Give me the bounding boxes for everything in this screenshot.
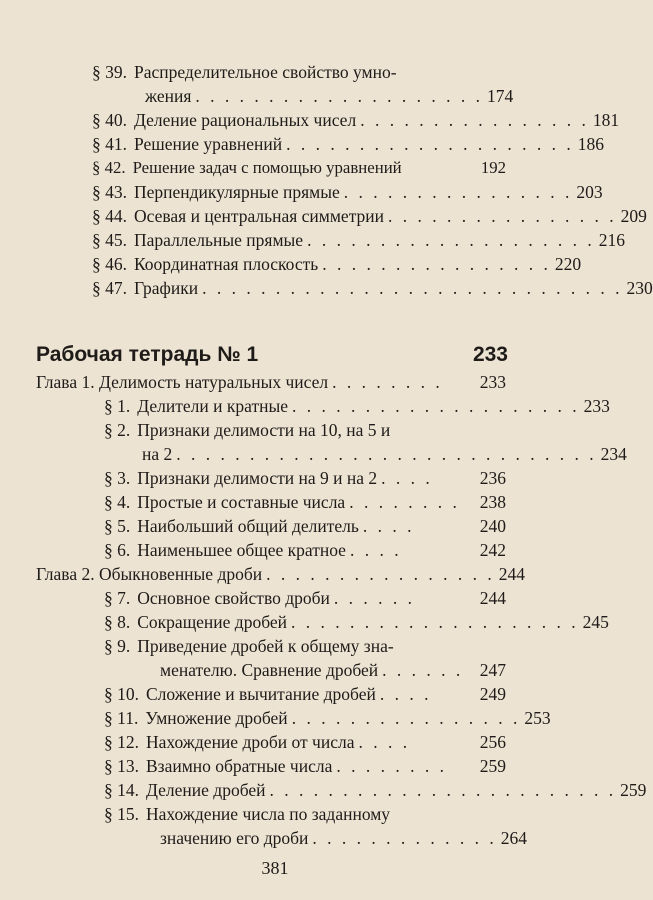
section-title: Сокращение дробей	[137, 612, 288, 632]
toc-entry-10	[104, 682, 506, 706]
section-number: § 41.	[92, 134, 127, 154]
section-title: Графики	[134, 278, 199, 298]
toc-entry-47	[92, 276, 653, 300]
page-number: 245	[582, 612, 609, 632]
leader-dots: . . . .	[349, 540, 402, 560]
toc-entry-4	[104, 490, 506, 514]
page-number: 249	[479, 684, 506, 704]
section-title: Нахождение числа по заданному	[146, 804, 391, 824]
section-number: § 1.	[104, 396, 131, 416]
toc-entry-5	[104, 514, 506, 538]
leader-dots: . . . . . . . .	[336, 756, 447, 776]
section-number: § 14.	[104, 780, 139, 800]
section-number: § 3.	[104, 468, 131, 488]
section-title: Делители и кратные	[137, 396, 288, 416]
toc-entry-12	[104, 730, 506, 754]
leader-dots: . . . . . . . . . . . . . . . . . . . .	[195, 86, 484, 106]
toc-entry-7	[104, 586, 506, 610]
toc-entry-1	[104, 394, 610, 418]
section-title-cont: менателю. Сравнение дробей	[160, 660, 379, 680]
leader-dots: . . . . . . . . . . . . . . . . . . . . . . . . . . . . .	[176, 444, 597, 464]
workbook-page: 233	[472, 343, 508, 366]
leader-dots: . . . . . . . . . . . . . . . . . . . .	[286, 134, 574, 154]
leader-dots: . . . . . . . . . . . . . . . .	[322, 254, 551, 274]
leader-dots: . . . . . . . . . . . . . . . .	[266, 564, 495, 584]
section-number: § 9.	[104, 636, 131, 656]
section-number: § 39.	[92, 62, 127, 82]
section-title: Решение задач с помощью уравнений	[132, 158, 402, 177]
leader-dots: . . . . . . . . . . . . . . . . . . . .	[307, 230, 595, 250]
page-number: 216	[598, 230, 625, 250]
section-number: § 44.	[92, 206, 127, 226]
section-title: Признаки делимости на 10, на 5 и	[137, 420, 391, 440]
page-number: 240	[479, 516, 506, 536]
toc-entry-8	[104, 610, 609, 634]
toc-entry-41	[92, 132, 605, 156]
page-number: 236	[479, 468, 506, 488]
section-title: Деление рациональных чисел	[134, 110, 357, 130]
page-number: 192	[480, 158, 506, 177]
section-number: § 43.	[92, 182, 127, 202]
section-title-cont: на 2	[142, 444, 173, 464]
toc-entry-15-cont	[160, 826, 528, 850]
leader-dots: . . . . . . . . . . . . .	[312, 828, 497, 848]
page-number: 238	[479, 492, 506, 512]
toc-entry-15	[104, 802, 506, 826]
workbook-heading	[36, 340, 508, 370]
section-title-cont: значению его дроби	[160, 828, 309, 848]
section-number: § 5.	[104, 516, 131, 536]
toc-entry-2	[104, 418, 506, 442]
page-number: 264	[500, 828, 528, 848]
section-title: Основное свойство дроби	[137, 588, 330, 608]
leader-dots: . . . . . . . . . . . . . . . . . . . .	[292, 396, 580, 416]
toc-entry-45	[92, 228, 625, 252]
section-title: Наименьшее общее кратное	[137, 540, 346, 560]
toc-entry-13	[104, 754, 506, 778]
page-number: 244	[479, 588, 506, 608]
page-number: 186	[577, 134, 605, 154]
section-title-cont: жения	[145, 86, 192, 106]
page-folio: 381	[261, 858, 289, 878]
page-number: 230	[626, 278, 653, 298]
section-title: Взаимно обратные числа	[146, 756, 333, 776]
section-number: § 12.	[104, 732, 139, 752]
leader-dots: . . . . . . . .	[349, 492, 460, 512]
section-title: Умножение дробей	[145, 708, 288, 728]
page-number: 203	[576, 182, 603, 202]
section-title: Осевая и центральная симметрии	[134, 206, 385, 226]
toc-entry-46	[92, 252, 582, 276]
leader-dots: . . . . . . . . . . . . . . . .	[343, 182, 573, 202]
leader-dots: . . . . . . . . . . . . . . . .	[360, 110, 589, 130]
toc-entry-11	[104, 706, 551, 730]
leader-dots: . . . . . . . . . . . . . . . . . . . . . . . . . . . . .	[202, 278, 623, 298]
leader-dots: . . . . . . . . . . . . . . . . . . . . . . . .	[269, 780, 617, 800]
section-title: Простые и составные числа	[137, 492, 346, 512]
page-number: 220	[554, 254, 582, 274]
page-number: 253	[524, 708, 551, 728]
page-number: 234	[600, 444, 627, 464]
page-number: 247	[479, 660, 506, 680]
leader-dots: . . . .	[362, 516, 415, 536]
toc-entry-44	[92, 204, 647, 228]
section-number: § 13.	[104, 756, 139, 776]
chapter-2-entry	[36, 562, 525, 586]
chapter-title: Глава 2. Обыкновенные дроби	[36, 564, 263, 584]
toc-entry-9-cont	[160, 658, 506, 682]
section-title: Перпендикулярные прямые	[134, 182, 340, 202]
toc-entry-14	[104, 778, 647, 802]
toc-entry-3	[104, 466, 506, 490]
page-number: 244	[498, 564, 525, 584]
section-number: § 4.	[104, 492, 131, 512]
section-title: Параллельные прямые	[134, 230, 304, 250]
page-number: 256	[479, 732, 506, 752]
page-number: 242	[479, 540, 506, 560]
section-number: § 7.	[104, 588, 131, 608]
leader-dots: . . . .	[381, 468, 433, 488]
leader-dots: . . . . . . . . . . . . . . . .	[388, 206, 617, 226]
section-number: § 42.	[92, 158, 126, 177]
section-title: Наибольший общий делитель	[137, 516, 359, 536]
section-number: § 2.	[104, 420, 131, 440]
leader-dots: . . . . . .	[382, 660, 464, 680]
toc-entry-40	[92, 108, 620, 132]
section-title: Нахождение дроби от числа	[146, 732, 355, 752]
page-number: 259	[620, 780, 647, 800]
leader-dots: . . . .	[358, 732, 411, 752]
page-number: 233	[583, 396, 610, 416]
toc-entry-39-cont	[145, 84, 514, 108]
page-number: 233	[479, 372, 506, 392]
section-number: § 45.	[92, 230, 127, 250]
section-number: § 40.	[92, 110, 127, 130]
leader-dots: . . . . . . . . . . . . . . . .	[291, 708, 521, 728]
workbook-title: Рабочая тетрадь № 1	[36, 343, 259, 366]
section-number: § 15.	[104, 804, 139, 824]
page-number: 181	[592, 110, 620, 130]
page-number: 209	[620, 206, 647, 226]
leader-dots: . . . .	[379, 684, 432, 704]
section-number: § 10.	[104, 684, 139, 704]
toc-entry-9	[104, 634, 506, 658]
section-title: Приведение дробей к общему зна-	[137, 636, 394, 656]
toc-entry-42	[92, 156, 506, 180]
section-title: Решение уравнений	[134, 134, 283, 154]
section-title: Распределительное свойство умно-	[134, 62, 397, 82]
chapter-1-entry	[36, 370, 506, 394]
section-number: § 47.	[92, 278, 127, 298]
chapter-title: Глава 1. Делимость натуральных чисел	[36, 372, 329, 392]
section-number: § 8.	[104, 612, 131, 632]
section-number: § 11.	[104, 708, 139, 728]
leader-dots: . . . . . . . .	[332, 372, 443, 392]
toc-entry-43	[92, 180, 603, 204]
section-title: Признаки делимости на 9 и на 2	[137, 468, 378, 488]
section-number: § 6.	[104, 540, 131, 560]
toc-entry-2-cont	[142, 442, 627, 466]
toc-entry-39	[92, 60, 506, 84]
page-number: 174	[487, 86, 514, 106]
leader-dots: . . . . . . . . . . . . . . . . . . . .	[291, 612, 579, 632]
section-title: Сложение и вычитание дробей	[146, 684, 376, 704]
section-title: Деление дробей	[146, 780, 266, 800]
section-title: Координатная плоскость	[134, 254, 319, 274]
section-number: § 46.	[92, 254, 127, 274]
leader-dots: . . . . . .	[333, 588, 416, 608]
toc-entry-6	[104, 538, 506, 562]
page-number: 259	[479, 756, 506, 776]
